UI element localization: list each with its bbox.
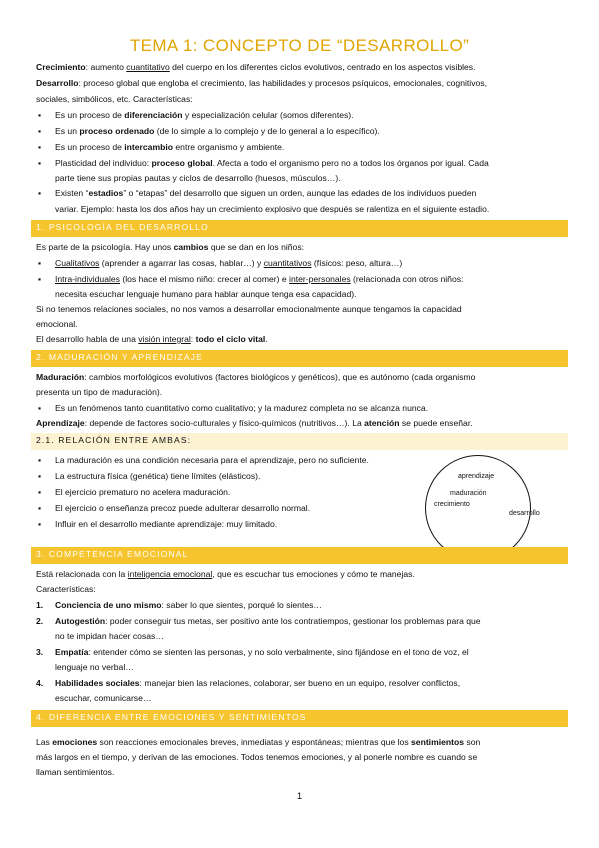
bullet-icon: ▪	[38, 455, 42, 465]
list-item: ▪ Cualitativos (aprender a agarrar las cosas, hablar…) y cuantitativos (físicos: peso, altura…)	[55, 256, 402, 271]
sec4-paragraph-cont: más largos en el tiempo, y derivan de las emociones. Todos tenemos emociones, y al ponerle nombre es cuando se	[36, 752, 478, 762]
list-item: ▪ Es un proceso de intercambio entre organismo y ambiente.	[55, 140, 284, 155]
list-item: ▪ Influir en el desarrollo mediante aprendizaje: muy limitado.	[55, 517, 277, 532]
sec1-paragraph-cont: emocional.	[36, 319, 78, 329]
bullet-icon: ▪	[38, 142, 42, 152]
maduracion-definition-cont: presenta un tipo de maduración).	[36, 387, 163, 397]
numbered-item-cont: no te impidan hacer cosas…	[55, 631, 164, 641]
page-number: 1	[296, 791, 303, 802]
desarrollo-definition: Desarrollo: proceso global que engloba el crecimiento, las habilidades y procesos psíquicos, emocionales, cognitivos,	[36, 78, 487, 88]
list-item: ▪ Existen “estadios” o “etapas” del desarrollo que siguen un orden, aunque las edades de los individuos pueden	[55, 186, 476, 201]
bullet-icon: ▪	[38, 503, 42, 513]
list-item: ▪ Es un proceso de diferenciación y especialización celular (somos diferentes).	[55, 108, 354, 123]
aprendizaje-definition: Aprendizaje: depende de factores socio-culturales y físico-químicos (nutritivos…). La atención se puede enseñar.	[36, 418, 473, 428]
list-item: ▪ Intra-individuales (los hace el mismo niño: crecer al comer) e inter-personales (relacionada con otros niños:	[55, 272, 463, 287]
numbered-item: 1. Conciencia de uno mismo: saber lo que sientes, porqué lo sientes…	[36, 600, 323, 610]
list-item: ▪ La estructura física (genética) tiene límites (elásticos).	[55, 469, 260, 484]
bullet-icon: ▪	[38, 188, 42, 198]
numbered-item: 2. Autogestión: poder conseguir tus metas, ser positivo ante los contratiempos, gestionar los problemas para que	[36, 616, 481, 626]
bullet-icon: ▪	[38, 126, 42, 136]
subsection-heading-2-1: 2.1. RELACIÓN ENTRE AMBAS:	[31, 433, 568, 450]
list-item-cont: variar. Ejemplo: hasta los dos años hay un crecimiento explosivo que después se ralentiza en el siguiente estadio.	[55, 204, 490, 214]
list-item-cont: necesita escuchar lenguaje humano para hablar aunque tenga esa capacidad).	[55, 289, 357, 299]
section-heading-3: 3. COMPETENCIA EMOCIONAL	[31, 547, 568, 564]
list-item: ▪ El ejercicio o enseñanza precoz puede adulterar desarrollo normal.	[55, 501, 310, 516]
desarrollo-circle-diagram	[425, 455, 531, 561]
diagram-label-crecimiento: crecimiento	[434, 501, 470, 508]
sec4-paragraph-cont: llaman sentimientos.	[36, 767, 115, 777]
list-item-cont: parte tiene sus propias pautas y ciclos de desarrollo (huesos, músculos…).	[55, 173, 341, 183]
diagram-label-desarrollo: desarrollo	[509, 510, 540, 517]
bullet-icon: ▪	[38, 519, 42, 529]
bullet-icon: ▪	[38, 487, 42, 497]
section-heading-2: 2. MADURACIÓN Y APRENDIZAJE	[31, 350, 568, 367]
bullet-icon: ▪	[38, 258, 42, 268]
bullet-icon: ▪	[38, 274, 42, 284]
numbered-item: 3. Empatía: entender cómo se sienten las personas, y no solo verbalmente, sino fijándose en el tono de voz, el	[36, 647, 469, 657]
list-item: ▪ Plasticidad del individuo: proceso global. Afecta a todo el organismo pero no a todos los órganos por igual. Cada	[55, 156, 489, 171]
section-heading-1: 1. PSICOLOGÍA DEL DESARROLLO	[31, 220, 568, 237]
bullet-icon: ▪	[38, 403, 42, 413]
sec1-paragraph: Si no tenemos relaciones sociales, no nos vamos a desarrollar emocionalmente aunque tengamos la capacidad	[36, 304, 462, 314]
diagram-label-aprendizaje: aprendizaje	[458, 473, 495, 480]
numbered-item-cont: lenguaje no verbal…	[55, 662, 134, 672]
bullet-icon: ▪	[38, 158, 42, 168]
numbered-item: 4. Habilidades sociales: manejar bien las relaciones, colaborar, ser bueno en un equipo, resolver conflictos,	[36, 678, 461, 688]
diagram-label-maduracion: maduración	[450, 490, 487, 497]
list-item: ▪ El ejercicio prematuro no acelera maduración.	[55, 485, 230, 500]
sec4-paragraph: Las emociones son reacciones emocionales breves, inmediatas y espontáneas; mientras que los sentimientos son	[36, 737, 481, 747]
bullet-icon: ▪	[38, 110, 42, 120]
numbered-item-cont: escuchar, comunicarse…	[55, 693, 152, 703]
sec3-caracteristicas: Características:	[36, 584, 96, 594]
maduracion-definition: Maduración: cambios morfológicos evolutivos (factores biológicos y genéticos), que es autónomo (cada organismo	[36, 372, 476, 382]
bullet-icon: ▪	[38, 471, 42, 481]
sec3-intro: Está relacionada con la inteligencia emocional, que es escuchar tus emociones y cómo te manejas.	[36, 569, 415, 579]
page-title: TEMA 1: CONCEPTO DE “DESARROLLO”	[129, 36, 470, 55]
list-item: ▪ Es un fenómenos tanto cuantitativo como cualitativo; y la madurez completa no se alcanza nunca.	[55, 401, 428, 416]
sec1-intro: Es parte de la psicología. Hay unos cambios que se dan en los niños:	[36, 242, 305, 252]
sec1-paragraph: El desarrollo habla de una visión integral: todo el ciclo vital.	[36, 334, 268, 344]
section-heading-4: 4. DIFERENCIA ENTRE EMOCIONES Y SENTIMIENTOS	[31, 710, 568, 727]
list-item: ▪ Es un proceso ordenado (de lo simple a lo complejo y de lo general a lo específico).	[55, 124, 380, 139]
desarrollo-definition-cont: sociales, simbólicos, etc. Características:	[36, 94, 193, 104]
crecimiento-definition: Crecimiento: aumento cuantitativo del cuerpo en los diferentes ciclos evolutivos, centrado en los aspectos visibles.	[36, 62, 476, 72]
list-item: ▪ La maduración es una condición necesaria para el aprendizaje, pero no suficiente.	[55, 453, 369, 468]
